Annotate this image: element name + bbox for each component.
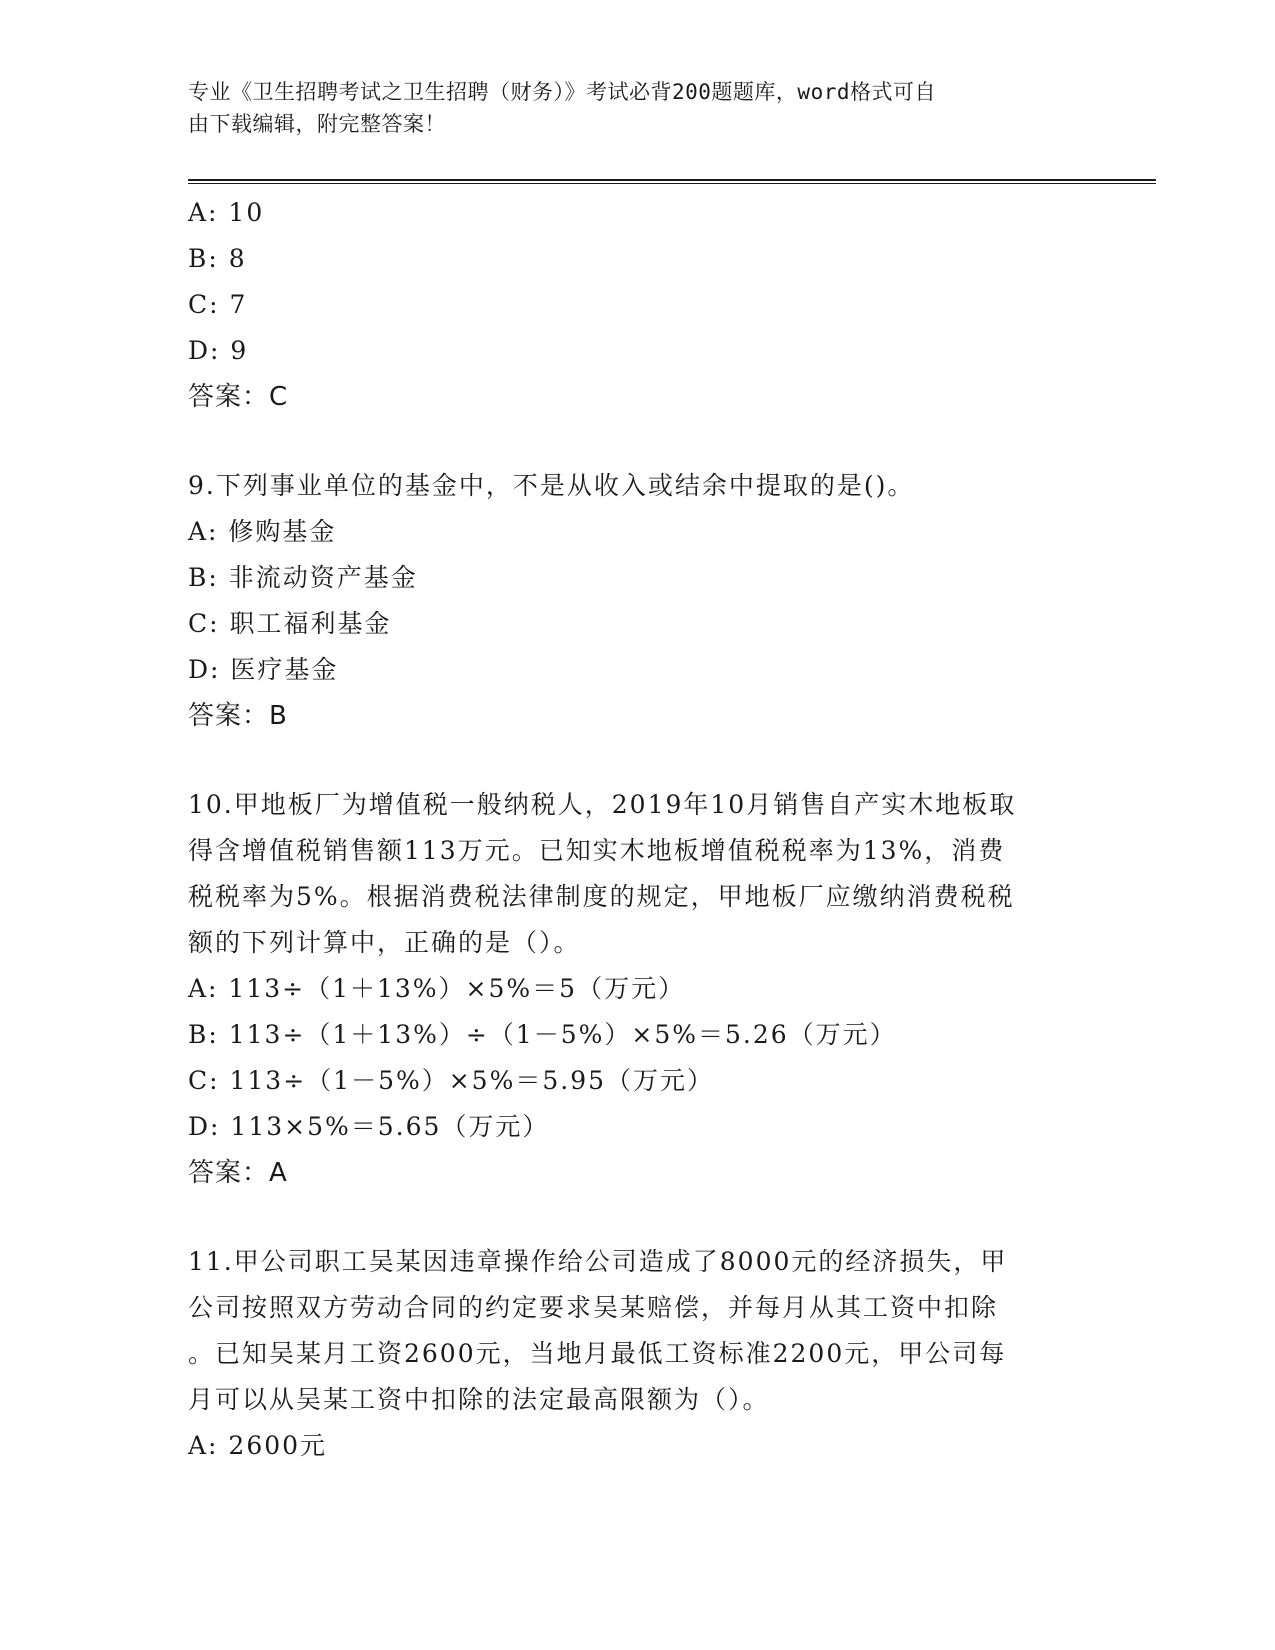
question-stem-line: 。已知吴某月工资2600元，当地月最低工资标准2200元，甲公司每 [188, 1339, 1007, 1368]
option-a: A: 10 [188, 198, 265, 227]
option-c: C: 113÷（1－5%）×5%＝5.95（万元） [188, 1066, 715, 1095]
option-a: A: 修购基金 [188, 517, 337, 546]
answer-label: 答案：A [188, 1158, 288, 1188]
option-c: C: 7 [188, 290, 248, 319]
question-list [188, 190, 1088, 1469]
option-d: D: 113×5%＝5.65（万元） [188, 1112, 550, 1141]
answer-label: 答案：C [188, 382, 289, 412]
header-line-1: 专业《卫生招聘考试之卫生招聘（财务）》考试必背200题题库，word格式可自 [188, 80, 936, 104]
question-stem-line: 11.甲公司职工吴某因违章操作给公司造成了8000元的经济损失，甲 [188, 1247, 1008, 1276]
option-c: C: 职工福利基金 [188, 609, 392, 638]
question-10 [188, 782, 1088, 1196]
header-divider [188, 179, 1156, 184]
option-d: D: 9 [188, 336, 249, 365]
question-stem-line: 得含增值税销售额113万元。已知实木地板增值税税率为13%，消费 [188, 836, 1006, 865]
question-11 [188, 1239, 1088, 1469]
option-d: D: 医疗基金 [188, 655, 339, 684]
question-8 [188, 190, 1088, 420]
option-a: A: 2600元 [188, 1431, 328, 1460]
question-stem: 9.下列事业单位的基金中，不是从收入或结余中提取的是()。 [188, 471, 915, 500]
question-stem-line: 公司按照双方劳动合同的约定要求吴某赔偿，并每月从其工资中扣除 [188, 1293, 999, 1322]
question-stem-line: 月可以从吴某工资中扣除的法定最高限额为（）。 [188, 1385, 770, 1414]
option-b: B: 非流动资产基金 [188, 563, 418, 592]
answer-label: 答案：B [188, 701, 288, 731]
question-stem-line: 额的下列计算中，正确的是（）。 [188, 928, 581, 957]
question-stem-line: 10.甲地板厂为增值税一般纳税人，2019年10月销售自产实木地板取 [188, 790, 1017, 819]
header-line-2: 由下载编辑，附完整答案！ [188, 112, 446, 136]
option-a: A: 113÷（1＋13%）×5%＝5（万元） [188, 974, 686, 1003]
question-stem-line: 税税率为5%。根据消费税法律制度的规定，甲地板厂应缴纳消费税税 [188, 882, 1015, 911]
option-b: B: 8 [188, 244, 247, 273]
question-9 [188, 463, 1088, 739]
document-header [188, 76, 1068, 140]
option-b: B: 113÷（1＋13%）÷（1－5%）×5%＝5.26（万元） [188, 1020, 897, 1049]
